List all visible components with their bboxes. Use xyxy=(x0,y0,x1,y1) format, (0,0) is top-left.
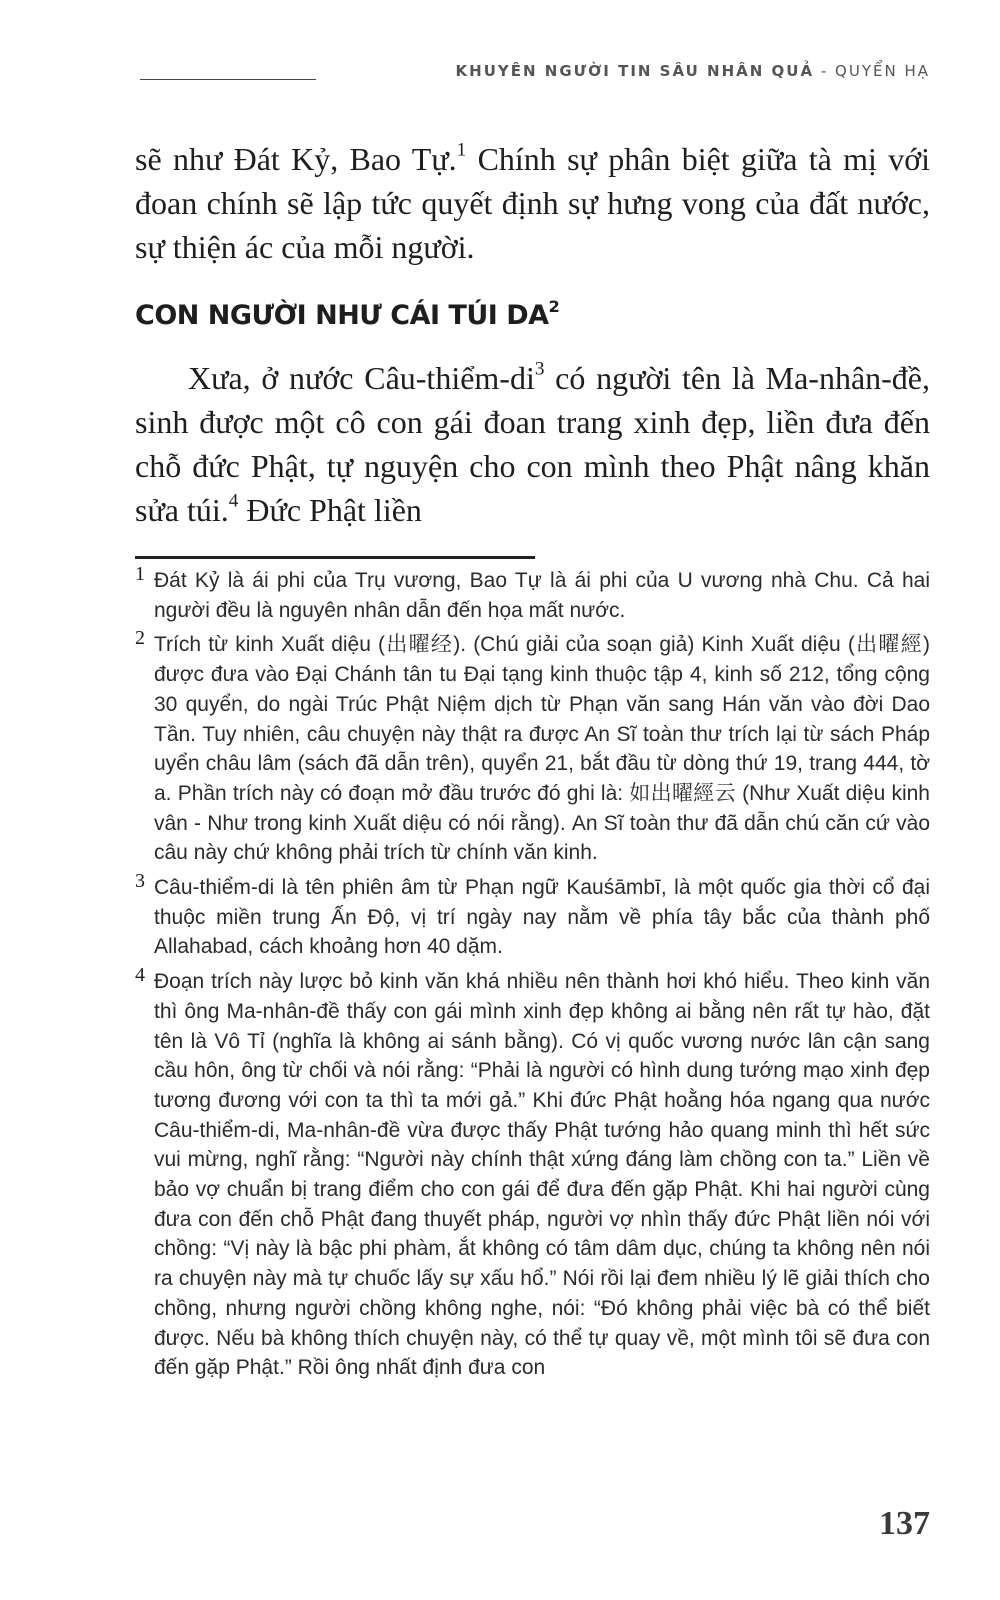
footnotes xyxy=(135,563,930,1388)
page-number: 137 xyxy=(879,1505,930,1542)
footnote-ref[interactable]: 1 xyxy=(456,139,467,161)
running-head xyxy=(456,62,930,80)
footnote-text: Câu-thiểm-di là tên phiên âm từ Phạn ngữ Kauśāmbī, là một quốc gia thời cổ đại thuộc miền trung Ấn Độ, vị trí ngày nay nằm về phía tây bắc của thành phố Allahabad, cách khoảng hơn 40 dặm. xyxy=(154,876,930,959)
footnote-ref[interactable]: 2 xyxy=(548,296,560,316)
paragraph-text: Đức Phật liền xyxy=(238,492,422,528)
footnote-number: 4 xyxy=(135,964,145,987)
footnote-1 xyxy=(135,563,930,625)
footnote-ref[interactable]: 4 xyxy=(228,490,239,512)
footnote-number: 3 xyxy=(135,870,145,893)
paragraph-continuation xyxy=(135,137,930,269)
book-title: KHUYÊN NGƯỜI TIN SÂU NHÂN QUẢ xyxy=(455,62,815,80)
paragraph-text: Xưa, ở nước Câu-thiểm-di xyxy=(188,360,535,396)
volume-label: QUYỂN HẠ xyxy=(835,62,930,80)
footnote-text: Trích từ kinh Xuất diệu (出曜经). (Chú giải của soạn giả) Kinh Xuất diệu (出曜經) được đưa vào Đại Chánh tân tu Đại tạng kinh thuộc tập 4, kinh số 212, tổng cộng 30 quyển, do ngài Trúc Phật Niệm dịch từ Phạn văn sang Hán văn vào đời Dao Tần. Tuy nhiên, câu chuyện này thật ra được An Sĩ toàn thư trích lại từ sách Pháp uyển châu lâm (sách đã dẫn trên), quyển 21, bắt đầu từ dòng thứ 19, trang 444, tờ a. Phần trích này có đoạn mở đầu trước đó ghi là: 如出曜經云 (Như Xuất diệu kinh vân - Như trong kinh Xuất diệu có nói rằng). An Sĩ toàn thư đã dẫn chú căn cứ vào câu này chứ không phải trích từ chính văn kinh. xyxy=(154,633,930,865)
paragraph-text: Chính sự phân biệt giữa tà mị với đoan chính sẽ lập tức quyết định sự hưng vong của đất nước, sự thiện ác của mỗi người. xyxy=(135,141,931,265)
section-heading-text: CON NGƯỜI NHƯ CÁI TÚI DA xyxy=(135,300,549,331)
footnote-2 xyxy=(135,627,930,868)
header-separator: - xyxy=(814,62,836,80)
footnote-number: 2 xyxy=(135,627,145,650)
paragraph-text: sẽ như Đát Kỷ, Bao Tự. xyxy=(135,141,457,177)
section-heading xyxy=(135,296,560,331)
footnote-4 xyxy=(135,964,930,1383)
footnote-number: 1 xyxy=(135,563,145,585)
header-rule xyxy=(140,79,316,80)
footnote-text: Đoạn trích này lược bỏ kinh văn khá nhiều nên thành hơi khó hiểu. Theo kinh văn thì ông Ma-nhân-đề thấy con gái mình xinh đẹp không ai bằng nên rất tự hào, đặt tên là Vô Tỉ (nghĩa là không ai sánh bằng). Có vị quốc vương nước lân cận sang cầu hôn, ông từ chối và nói rằng: “Phải là người có hình dung tướng mạo xinh đẹp tương đương với con ta thì ta mới gả.” Khi đức Phật hoằng hóa ngang qua nước Câu-thiểm-di, Ma-nhân-đề vừa được thấy Phật tướng hảo quang minh thì hết sức vui mừng, nghĩ rằng: “Người này chính thật xứng đáng làm chồng con ta.” Liền về bảo vợ chuẩn bị trang điểm cho con gái để đưa đến gặp Phật. Khi hai người cùng đưa con đến chỗ Phật đang thuyết pháp, người vợ nhìn thấy đức Phật liền nói với chồng: “Vị này là bậc phi phàm, ắt không có tâm dâm dục, chúng ta không nên nói ra chuyện này mà tự chuốc lấy sự xấu hổ.” Nói rồi lại đem nhiều lý lẽ giải thích cho chồng, nhưng người chồng không nghe, nói: “Đó không phải việc bà có thể biết được. Nếu bà không thích chuyện này, có thể tự quay về, một mình tôi sẽ đưa con đến gặp Phật.” Rồi ông nhất định đưa con xyxy=(154,970,930,1380)
paragraph-text: có người tên là Ma-nhân-đề, sinh được một cô con gái đoan trang xinh đẹp, liền đưa đến chỗ đức Phật, tự nguyện cho con mình theo Phật nâng khăn sửa túi. xyxy=(135,360,931,528)
footnote-divider xyxy=(135,556,535,559)
footnote-text: Đát Kỷ là ái phi của Trụ vương, Bao Tự là ái phi của U vương nhà Chu. Cả hai người đều là nguyên nhân dẫn đến họa mất nước. xyxy=(154,569,930,622)
footnote-ref[interactable]: 3 xyxy=(534,358,545,380)
story-paragraph xyxy=(135,356,930,532)
footnote-3 xyxy=(135,870,930,962)
